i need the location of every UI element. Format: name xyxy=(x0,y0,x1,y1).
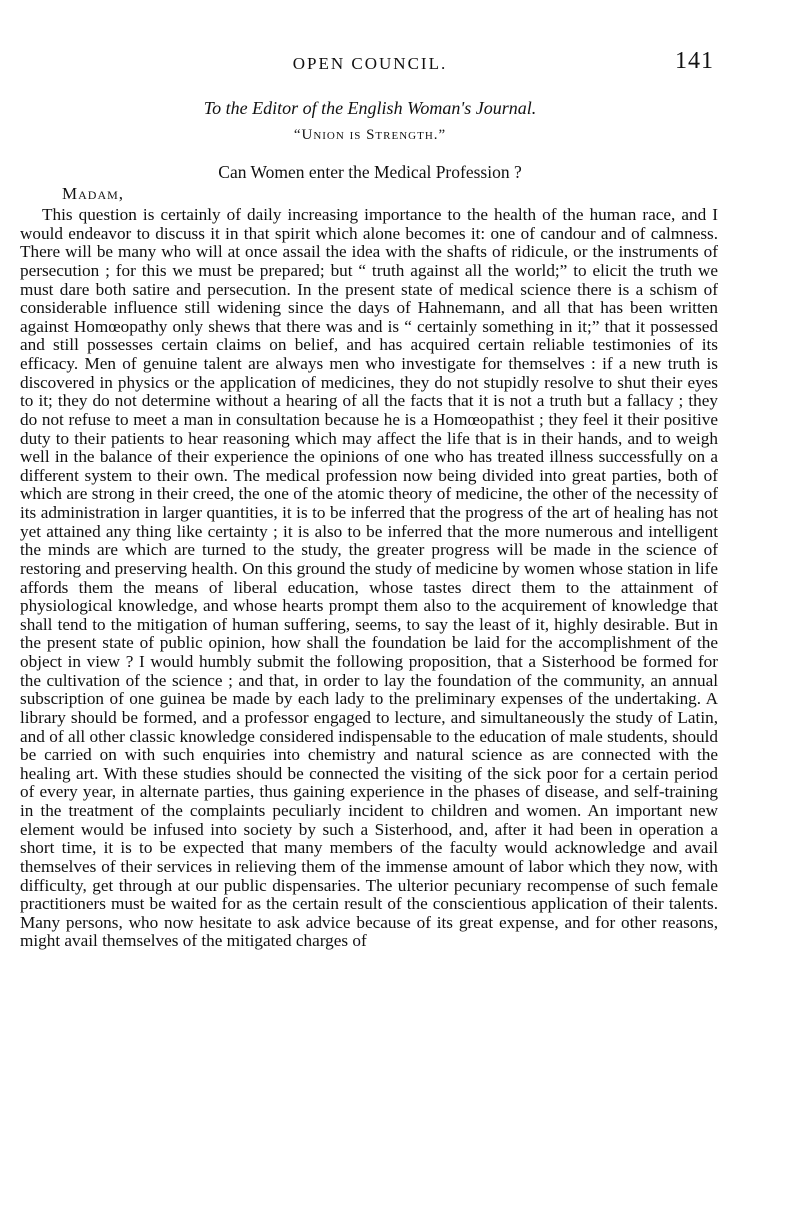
running-head xyxy=(20,44,720,74)
page-number: 141 xyxy=(675,48,714,74)
letter-subtitle: Can Women enter the Medical Profession ? xyxy=(218,162,522,182)
letter-address: To the Editor of the English Woman's Journal. xyxy=(203,98,537,118)
letter-body: This question is certainly of daily increasing importance to the health of the human race, and I would endeavor to discuss it in that spirit which alone becomes it: one of candour and of calmness. There will be many who will at once assail the idea with the shafts of ridicule, or the instruments of persecution ; for this we must be prepared; but “ truth against all the world;” to elicit the truth we must dare both satire and persecution. In the present state of medical science there is a schism of considerable influence still widening since the days of Hahnemann, and all that has been written against Homœopathy only shews that there was and is “ certainly something in it;” that it possessed and still possesses certain claims on belief, and has acquired certain reliable testimonies of its efficacy. Men of genuine talent are always men who investigate for themselves : if a new truth is discovered in physics or the application of medicines, they do not stupidly resolve to shut their eyes to it; they do not determine without a hearing of all the facts that it is not a truth but a fallacy ; they do not refuse to meet a man in consultation because he is a Homœopathist ; they feel it their positive duty to their patients to hear reasoning which may affect the life that is in their hands, and to weigh well in the balance of their experience the opinions of one who has treated illness successfully on a different system to their own. The medical profession now being divided into great parties, both of which are strong in their creed, the one of the atomic theory of medicine, the other of the necessity of its administration in larger quantities, it is to be inferred that the progress of the art of healing has not yet attained any thing like certainty ; it is also to be inferred that the more numerous and intelligent the minds are which are turned to the study, the greater progress will be made in the science of restoring and preserving health. On this ground the study of medicine by women whose station in life affords them the means of liberal education, whose tastes direct them to the attainment of physiological knowledge, and whose hearts prompt them also to the acquirement of knowledge that shall tend to the mitigation of human suffering, seems, to say the least of it, highly desirable. But in the present state of public opinion, how shall the foundation be laid for the accomplishment of the object in view ? I would humbly submit the following proposition, that a Sisterhood be formed for the cultivation of the science ; and that, in order to lay the foundation of the community, an annual subscription of one guinea be made by each lady to the preliminary expenses of the undertaking. A library should be formed, and a professor engaged to lecture, and simultaneously the study of Latin, and of all other classic knowledge considered indispensable to the education of male students, should be carried on with such enquiries into chemistry and natural science as are connected with the healing art. With these studies should be connected the visiting of the sick poor for a certain period of every year, in alternate parties, thus gaining experience in the phases of disease, and self-training in the treatment of the complaints peculiarly incident to children and women. An important new element would be infused into society by such a Sisterhood, and, after it had been in operation a short time, it is to be expected that many members of the faculty would acknowledge and avail themselves of their services in relieving them of the immense amount of labor which they now, with difficulty, get through at our public dispensaries. The ulterior pecuniary recompense of such female practitioners must be waited for as the certain result of the conscientious application of their talents. Many persons, who now hesitate to ask advice because of its great expense, and for other reasons, might avail themselves of the mitigated charges of xyxy=(20,205,718,951)
letter-salutation: Madam, xyxy=(62,184,125,203)
letter-motto: “Union is Strength.” xyxy=(293,127,447,143)
running-title: OPEN COUNCIL. xyxy=(292,54,448,73)
